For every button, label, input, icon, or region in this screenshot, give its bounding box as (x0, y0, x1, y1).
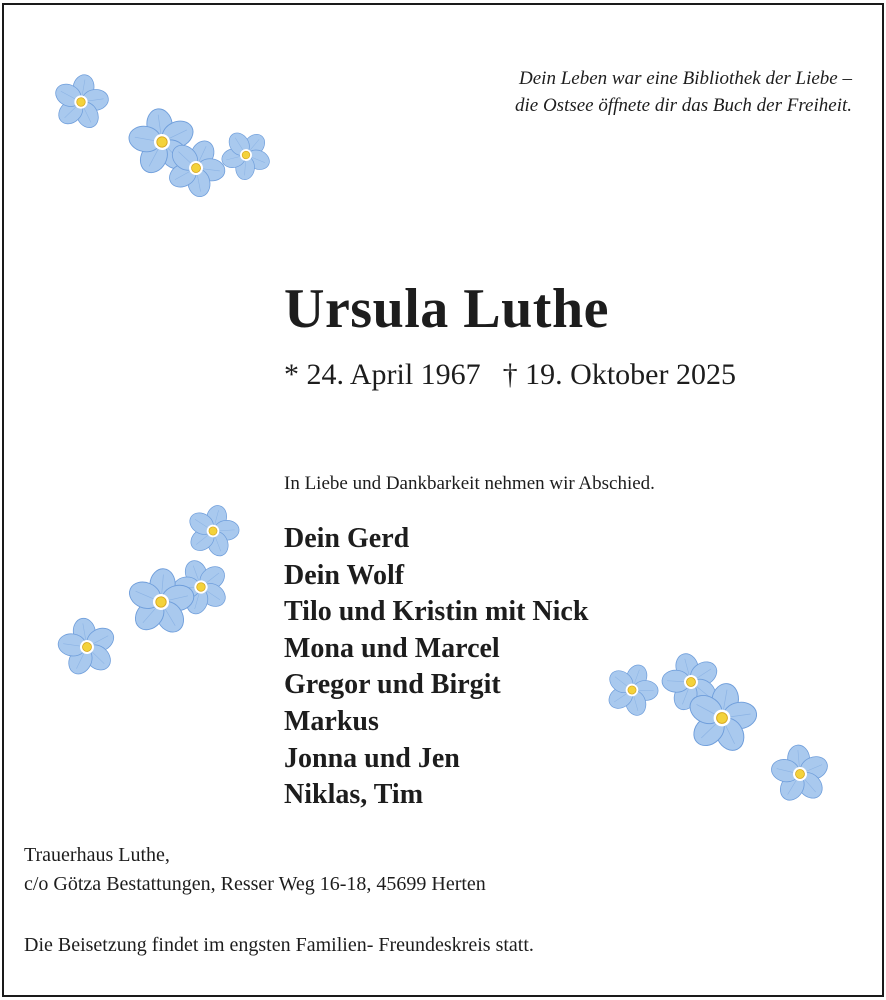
forget-me-not-flowers-left (39, 485, 269, 695)
mourner-name: Mona und Marcel (284, 632, 500, 664)
flower (47, 70, 115, 135)
birth-date: * 24. April 1967 (284, 358, 481, 391)
obituary-notice (2, 3, 884, 997)
flower (51, 613, 122, 682)
life-dates (284, 358, 736, 392)
mourner-name: Markus (284, 705, 379, 737)
forget-me-not-flowers-top-left (34, 60, 294, 225)
epitaph-quote (432, 65, 852, 119)
mourner-name: Dein Gerd (284, 523, 410, 554)
deceased-name: Ursula Luthe (284, 278, 609, 340)
funeral-note: Die Beisetzung findet im engsten Familien- Freundeskreis statt. (24, 934, 534, 956)
mourning-address (24, 841, 486, 899)
quote-line-2: die Ostsee öffnete dir das Buch der Freiheit. (515, 95, 852, 116)
quote-line-1: Dein Leben war eine Bibliothek der Liebe – (519, 68, 852, 89)
farewell-intro: In Liebe und Dankbarkeit nehmen wir Abschied. (284, 473, 655, 494)
flower (179, 499, 247, 565)
mourner-name: Niklas, Tim (284, 779, 424, 811)
address-line-1: Trauerhaus Luthe, (24, 844, 170, 866)
flower (767, 742, 834, 806)
mourner-name: Gregor und Birgit (284, 669, 501, 701)
forget-me-not-flowers-right (584, 620, 869, 820)
mourner-name: Dein Wolf (284, 559, 405, 591)
mourner-name: Jonna und Jen (284, 742, 460, 774)
mourners-list (284, 521, 588, 814)
death-date: † 19. Oktober 2025 (502, 358, 736, 391)
flower (209, 119, 282, 191)
flower (597, 656, 668, 725)
address-line-2: c/o Götza Bestattungen, Resser Weg 16-18, 45699 Herten (24, 873, 486, 895)
mourner-name: Tilo und Kristin mit Nick (284, 596, 589, 628)
